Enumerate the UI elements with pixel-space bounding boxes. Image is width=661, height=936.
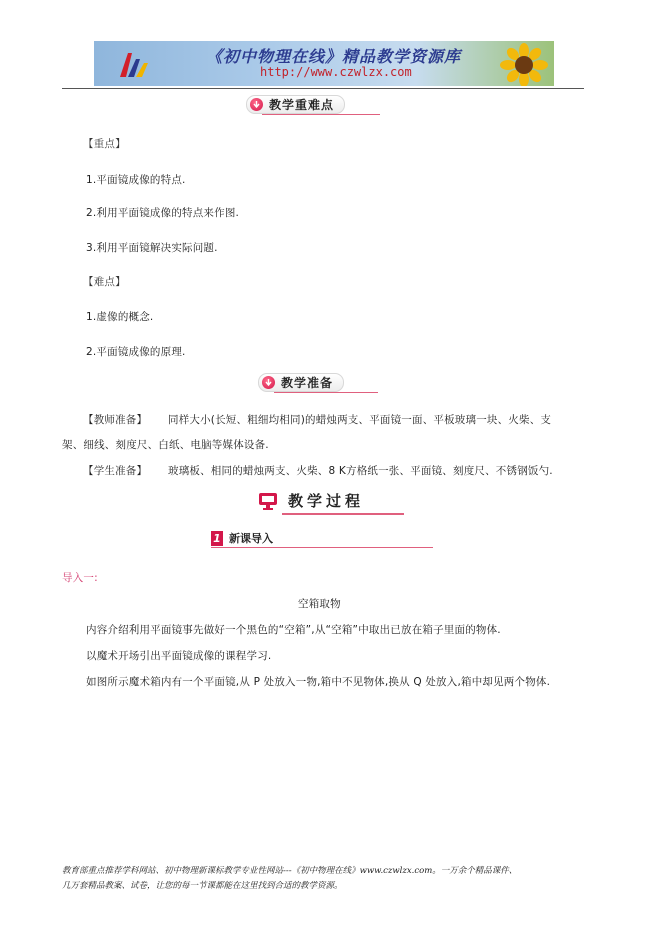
banner-url[interactable]: http://www.czwlzx.com <box>260 65 412 79</box>
section-title: 教学重难点 <box>269 97 335 112</box>
header-divider <box>62 88 584 89</box>
section-title: 教学过程 <box>288 492 365 510</box>
student-prep-text: 玻璃板、相同的蜡烛两支、火柴、8 K方格纸一张、平面镜、刻度尺、不锈钢饭勺. <box>168 465 553 477</box>
sunflower-icon <box>498 43 550 86</box>
subsection-number-badge: 1 <box>211 531 223 546</box>
teacher-prep-text: 同样大小(长短、粗细均相同)的蜡烛两支、平面镜一面、平板玻璃一块、火柴、支 <box>168 414 552 426</box>
difficult-point-item: 1.虚像的概念. <box>86 311 154 323</box>
intro-paragraph: 内容介绍利用平面镜事先做好一个黑色的“空箱”,从“空箱”中取出已放在箱子里面的物体. <box>86 624 501 636</box>
subsection-underline <box>211 547 433 548</box>
key-point-item: 2.利用平面镜成像的特点来作图. <box>86 207 240 219</box>
down-arrow-icon <box>262 376 275 389</box>
down-arrow-icon <box>250 98 263 111</box>
intro-label: 导入一: <box>62 572 98 584</box>
subsection-title: 新课导入 <box>229 532 273 545</box>
footer-line: 几万套精品教案、试卷，让您的每一节课都能在这里找到合适的教学资源。 <box>62 881 343 891</box>
section-heading-process <box>258 490 364 511</box>
student-prep-label: 【学生准备】 <box>83 465 148 477</box>
section-heading-preparation <box>258 373 344 391</box>
key-point-item: 3.利用平面镜解决实际问题. <box>86 242 218 254</box>
intro-title: 空箱取物 <box>298 598 341 610</box>
section-underline <box>274 392 378 393</box>
key-point-item: 1.平面镜成像的特点. <box>86 174 186 186</box>
banner-title: 《初中物理在线》精品教学资源库 <box>206 47 462 66</box>
intro-paragraph: 如图所示魔术箱内有一个平面镜,从 P 处放入一物,箱中不见物体,换从 Q 处放入,箱中却见两个物体. <box>86 676 551 688</box>
teacher-prep-label: 【教师准备】 <box>83 414 148 426</box>
subsection-heading-intro <box>211 530 273 546</box>
section-underline <box>282 513 404 515</box>
header-banner <box>94 41 554 86</box>
intro-paragraph: 以魔术开场引出平面镜成像的课程学习. <box>86 650 272 662</box>
footer-line: 教育部重点推荐学科网站、初中物理新课标教学专业性网站---《初中物理在线》www.czwlzx.com。一万余个精品课件、 <box>62 866 518 876</box>
section-heading-key-difficult <box>246 95 345 113</box>
teacher-prep-text-cont: 架、细线、刻度尺、白纸、电脑等媒体设备. <box>62 439 269 451</box>
section-title: 教学准备 <box>281 375 334 390</box>
logo-icon <box>116 47 150 81</box>
difficult-point-item: 2.平面镜成像的原理. <box>86 346 186 358</box>
difficult-points-heading: 【难点】 <box>83 276 126 288</box>
monitor-icon <box>258 492 278 510</box>
key-points-heading: 【重点】 <box>83 138 126 150</box>
section-underline <box>262 114 380 115</box>
